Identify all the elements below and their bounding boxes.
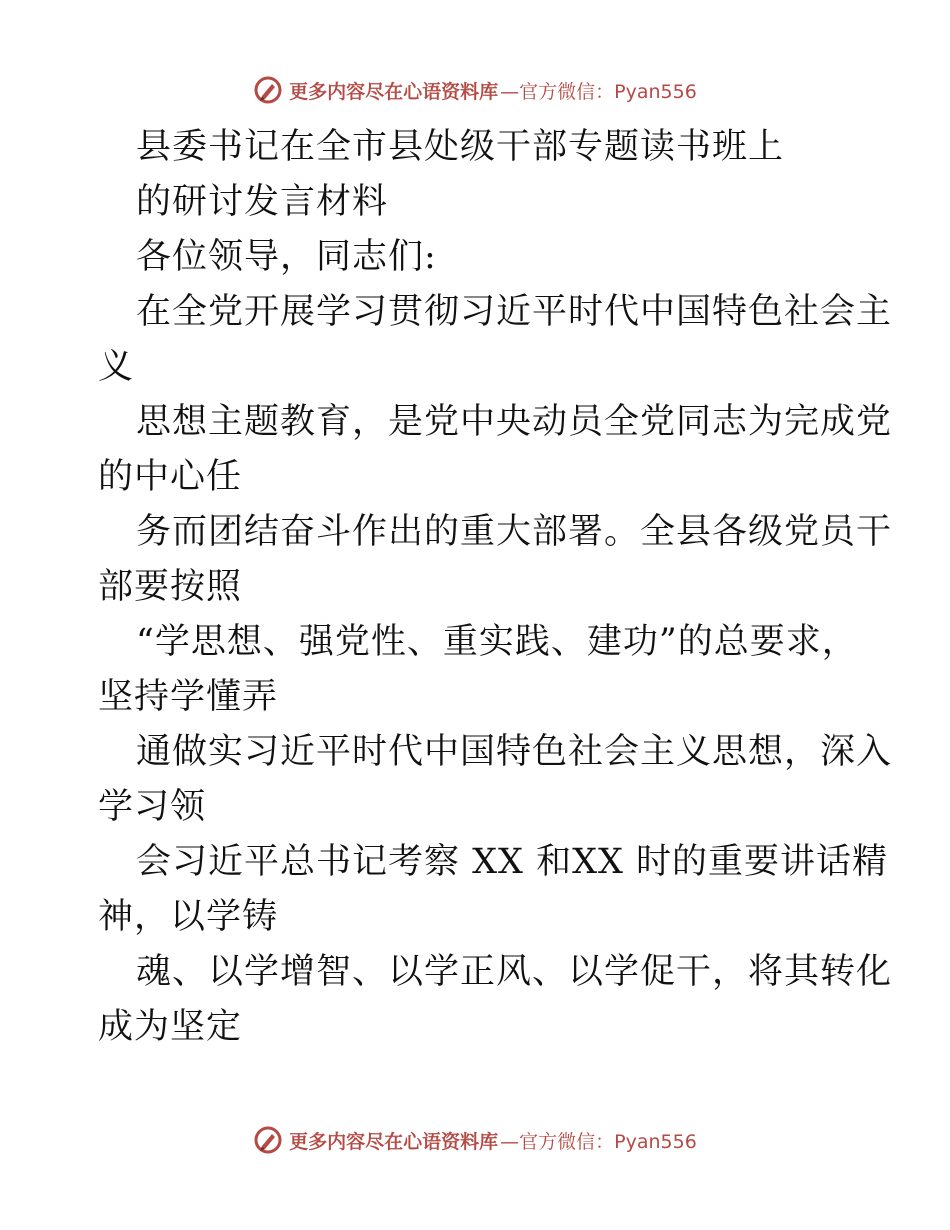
doc-line: 县委书记在全市县处级干部专题读书班上 [136, 127, 785, 167]
doc-line: 义 [98, 347, 135, 387]
banner-wechat: —官方微信：Pyan556 [500, 1130, 697, 1153]
doc-line: 的中心任 [98, 457, 243, 497]
pen-logo-icon [253, 75, 283, 105]
doc-line: 各位领导，同志们: [136, 237, 437, 277]
banner-wechat: —官方微信：Pyan556 [500, 80, 697, 103]
doc-line: 坚持学懂弄 [98, 677, 279, 717]
doc-line: 成为坚定 [98, 1007, 243, 1047]
document-body [98, 120, 893, 1055]
header-banner [0, 70, 950, 110]
doc-line: 神，以学铸 [98, 897, 279, 937]
banner-title: 更多内容尽在心语资料库 [289, 80, 499, 103]
doc-line: 思想主题教育，是党中央动员全党同志为完成党 [136, 402, 893, 442]
doc-line: 务而团结奋斗作出的重大部署。全县各级党员干 [136, 512, 893, 552]
banner-title: 更多内容尽在心语资料库 [289, 1130, 499, 1153]
doc-line: “学思想、强党性、重实践、建功”的总要求， [136, 622, 858, 662]
doc-line: 魂、以学增智、以学正风、以学促干，将其转化 [136, 952, 893, 992]
doc-line: 部要按照 [98, 567, 243, 607]
doc-line: 通做实习近平时代中国特色社会主义思想，深入 [136, 732, 893, 772]
pen-logo-icon [253, 1125, 283, 1155]
doc-line: 会习近平总书记考察 XX 和XX 时的重要讲话精 [136, 842, 889, 882]
footer-banner [0, 1120, 950, 1160]
doc-line: 在全党开展学习贯彻习近平时代中国特色社会主 [136, 292, 893, 332]
doc-line: 学习领 [98, 787, 207, 827]
doc-line: 的研讨发言材料 [136, 182, 389, 222]
